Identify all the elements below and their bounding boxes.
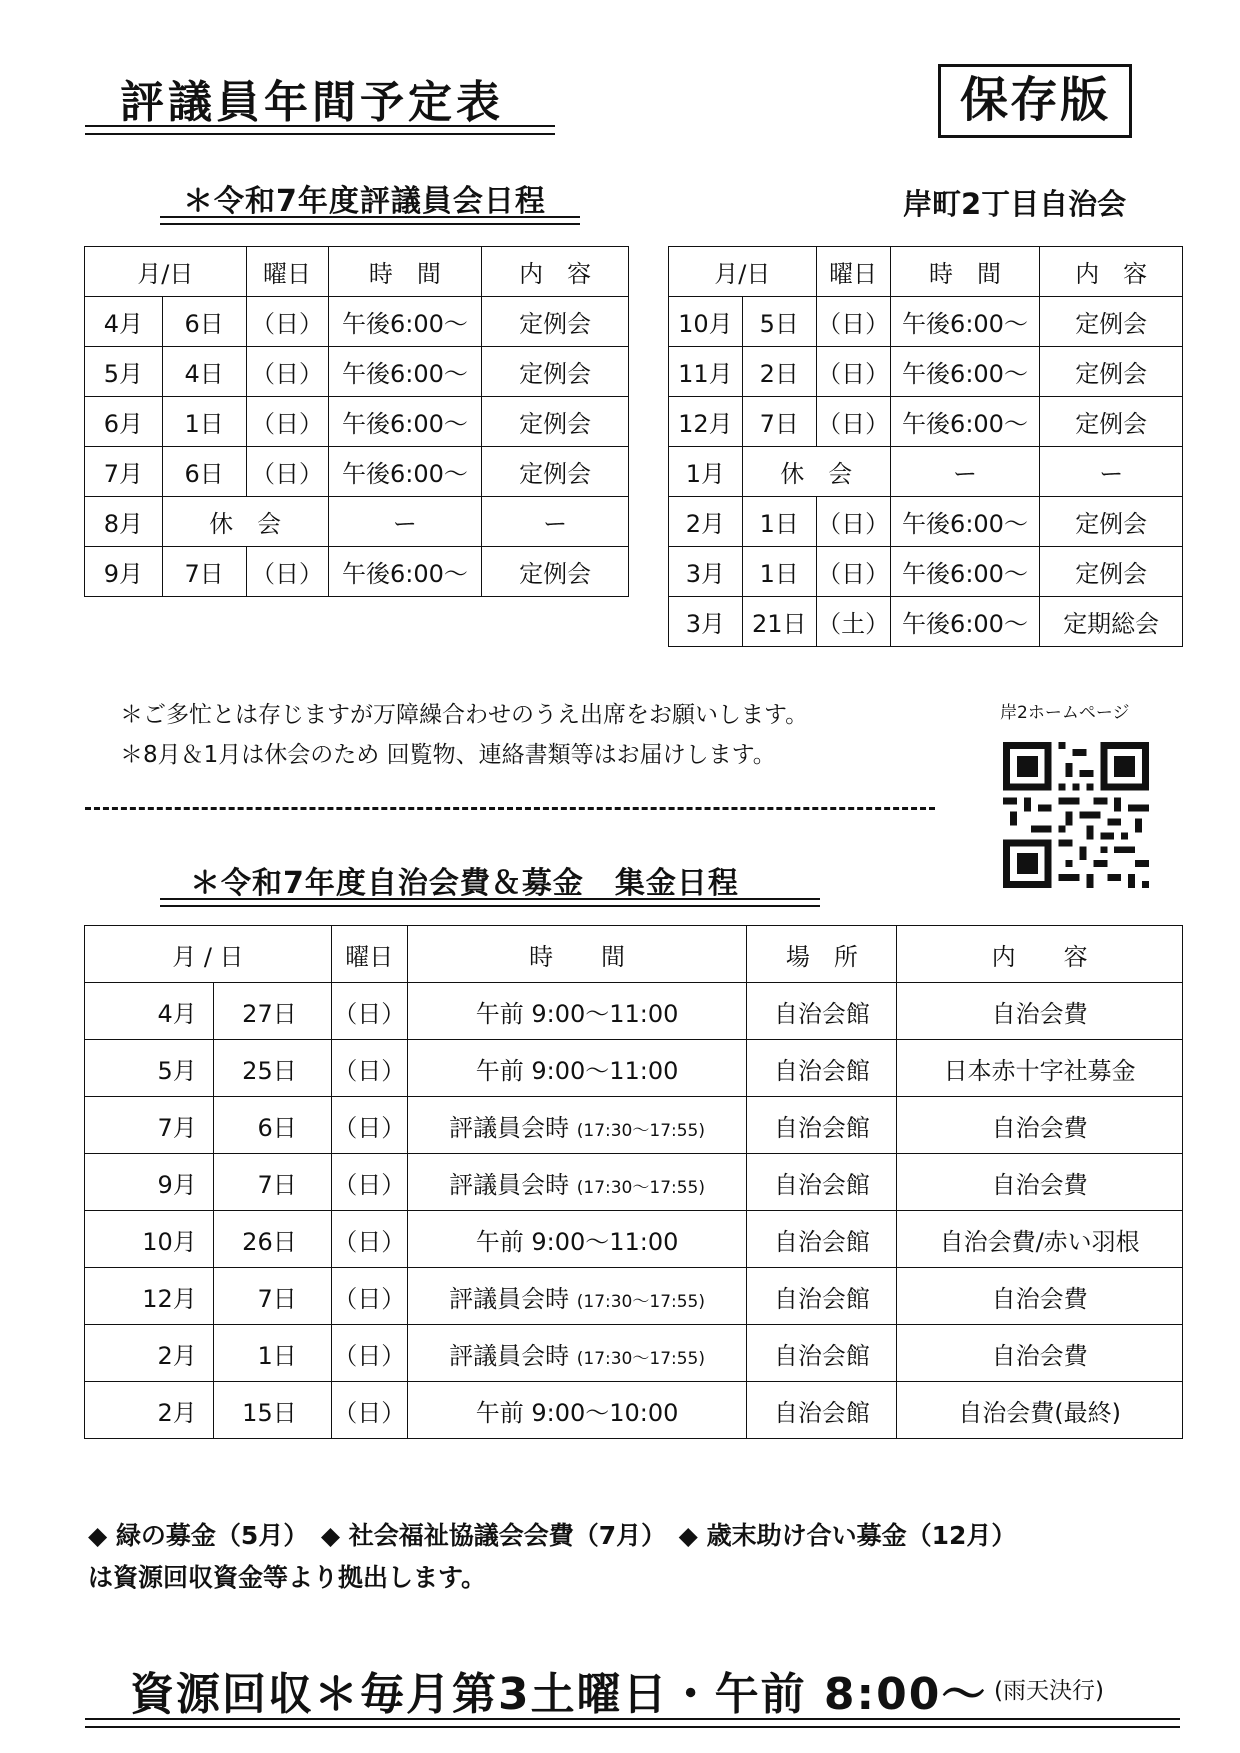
weekday: （日） <box>816 497 890 547</box>
place: 自治会館 <box>747 983 897 1040</box>
time-cell <box>407 1268 747 1325</box>
header-content: 内 容 <box>897 926 1183 983</box>
time: 午後6:00～ <box>890 347 1040 397</box>
time: 評議員会時 <box>449 1341 570 1370</box>
day: 6日 <box>162 447 246 497</box>
day: 5日 <box>742 297 816 347</box>
table-row <box>85 1040 1183 1097</box>
day: 27日 <box>213 983 331 1040</box>
weekday: （日） <box>816 397 890 447</box>
bottom-underline <box>85 1718 1180 1728</box>
table-row <box>85 983 1183 1040</box>
month: 2月 <box>85 1382 214 1439</box>
content: 自治会費 <box>897 1154 1183 1211</box>
weekday: （日） <box>816 347 890 397</box>
qr-label: 岸2ホームページ <box>1000 703 1130 723</box>
content: 定例会 <box>482 397 629 447</box>
time: 午後6:00～ <box>328 297 482 347</box>
organization-name: 岸町2丁目自治会 <box>903 187 1127 221</box>
month: 7月 <box>85 447 163 497</box>
day: 1日 <box>742 497 816 547</box>
table-row <box>669 547 1183 597</box>
table-row <box>85 1097 1183 1154</box>
content: 定例会 <box>1040 297 1183 347</box>
table-row <box>85 397 629 447</box>
month: 4月 <box>85 983 214 1040</box>
time-note: (17:30～17:55) <box>576 1120 705 1141</box>
place: 自治会館 <box>747 1097 897 1154</box>
day: 7日 <box>213 1154 331 1211</box>
month: 7月 <box>85 1097 214 1154</box>
time: 午後6:00～ <box>328 547 482 597</box>
table-header <box>85 247 629 297</box>
time-cell <box>407 1325 747 1382</box>
content: 日本赤十字社募金 <box>897 1040 1183 1097</box>
month: 8月 <box>85 497 163 547</box>
table-row <box>85 547 629 597</box>
header-date: 月/日 <box>669 247 817 297</box>
recess-label: 休 会 <box>162 497 328 547</box>
header-weekday: 曜日 <box>331 926 407 983</box>
month: 10月 <box>669 297 743 347</box>
time-note: (17:30～17:55) <box>576 1177 705 1198</box>
donation-footnote: ◆ 緑の募金（5月） ◆ 社会福祉協議会会費（7月） ◆ 歳末助け合い募金（12月） <box>88 1521 1017 1550</box>
time: 評議員会時 <box>449 1113 570 1142</box>
month: 2月 <box>669 497 743 547</box>
recess-label: 休 会 <box>742 447 890 497</box>
weekday: （日） <box>331 1097 407 1154</box>
weekday: （日） <box>246 397 328 447</box>
time: 評議員会時 <box>449 1170 570 1199</box>
content: 定例会 <box>1040 497 1183 547</box>
weekday: （日） <box>331 1268 407 1325</box>
month: 12月 <box>85 1268 214 1325</box>
council-schedule-underline <box>160 216 580 225</box>
content: 定例会 <box>482 347 629 397</box>
council-table-left <box>84 246 629 597</box>
weekday: （日） <box>246 297 328 347</box>
time: 午後6:00～ <box>328 397 482 447</box>
title-underline <box>85 125 555 135</box>
content: 自治会費 <box>897 1097 1183 1154</box>
month: 1月 <box>669 447 743 497</box>
day: 7日 <box>742 397 816 447</box>
day: 1日 <box>213 1325 331 1382</box>
time: 午前 9:00～11:00 <box>475 1056 679 1085</box>
place: 自治会館 <box>747 1154 897 1211</box>
time-cell <box>407 1097 747 1154</box>
time-cell <box>407 1040 747 1097</box>
rain-note: (雨天決行) <box>994 1678 1104 1704</box>
header-weekday: 曜日 <box>246 247 328 297</box>
day: 4日 <box>162 347 246 397</box>
day: 1日 <box>162 397 246 447</box>
time: 午後6:00～ <box>890 397 1040 447</box>
time: 午前 9:00～11:00 <box>475 999 679 1028</box>
time: 午前 9:00～11:00 <box>475 1227 679 1256</box>
table-row <box>85 1382 1183 1439</box>
day: 7日 <box>213 1268 331 1325</box>
day: 1日 <box>742 547 816 597</box>
weekday: （日） <box>331 983 407 1040</box>
keep-stamp: 保存版 <box>938 64 1132 138</box>
time: 午後6:00～ <box>890 297 1040 347</box>
content: ー <box>482 497 629 547</box>
header-place: 場 所 <box>747 926 897 983</box>
content: 定例会 <box>1040 347 1183 397</box>
content: 定例会 <box>482 447 629 497</box>
month: 12月 <box>669 397 743 447</box>
time-note: (17:30～17:55) <box>576 1291 705 1312</box>
collection-table <box>84 925 1183 1439</box>
month: 4月 <box>85 297 163 347</box>
content: 自治会費/赤い羽根 <box>897 1211 1183 1268</box>
day: 2日 <box>742 347 816 397</box>
collection-schedule-title: ＊令和7年度自治会費＆募金 集金日程 <box>190 866 739 901</box>
day: 6日 <box>213 1097 331 1154</box>
table-row <box>85 1154 1183 1211</box>
content: 自治会費 <box>897 983 1183 1040</box>
table-row <box>669 447 1183 497</box>
table-row <box>85 297 629 347</box>
day: 6日 <box>162 297 246 347</box>
table-row <box>85 1325 1183 1382</box>
time: ー <box>328 497 482 547</box>
month: 10月 <box>85 1211 214 1268</box>
content: 自治会費 <box>897 1268 1183 1325</box>
table-header <box>669 247 1183 297</box>
table-row <box>85 447 629 497</box>
recess-note: ＊8月＆1月は休会のため 回覧物、連絡書類等はお届けします。 <box>120 742 776 768</box>
header-time: 時 間 <box>890 247 1040 297</box>
recycling-schedule: 資源回収＊毎月第3土曜日・午前 8:00～ <box>130 1669 988 1720</box>
time: 評議員会時 <box>449 1284 570 1313</box>
month: 6月 <box>85 397 163 447</box>
donation-footnote-cont: は資源回収資金等より拠出します。 <box>88 1563 487 1592</box>
content: ー <box>1040 447 1183 497</box>
place: 自治会館 <box>747 1382 897 1439</box>
time: 午前 9:00～10:00 <box>475 1398 679 1427</box>
day: 15日 <box>213 1382 331 1439</box>
weekday: （日） <box>246 347 328 397</box>
table-row <box>669 497 1183 547</box>
month: 2月 <box>85 1325 214 1382</box>
weekday: （日） <box>246 447 328 497</box>
attendance-note: ＊ご多忙とは存じますが万障繰合わせのうえ出席をお願いします。 <box>120 702 809 728</box>
weekday: （日） <box>246 547 328 597</box>
table-row <box>85 497 629 547</box>
month: 3月 <box>669 547 743 597</box>
month: 11月 <box>669 347 743 397</box>
table-row <box>669 597 1183 647</box>
day: 25日 <box>213 1040 331 1097</box>
content: 定期総会 <box>1040 597 1183 647</box>
table-row <box>85 1268 1183 1325</box>
time-cell <box>407 1382 747 1439</box>
month: 5月 <box>85 347 163 397</box>
table-row <box>669 397 1183 447</box>
header-date: 月/日 <box>85 247 247 297</box>
table-row <box>669 297 1183 347</box>
page-title: 評議員年間予定表 <box>120 77 504 128</box>
day: 21日 <box>742 597 816 647</box>
collection-schedule-underline <box>160 898 820 907</box>
time: 午後6:00～ <box>328 447 482 497</box>
time-note: (17:30～17:55) <box>576 1348 705 1369</box>
day: 7日 <box>162 547 246 597</box>
table-row <box>85 1211 1183 1268</box>
header-content: 内 容 <box>1040 247 1183 297</box>
time: ー <box>890 447 1040 497</box>
header-time: 時 間 <box>407 926 747 983</box>
place: 自治会館 <box>747 1325 897 1382</box>
time: 午後6:00～ <box>890 497 1040 547</box>
weekday: （日） <box>331 1154 407 1211</box>
weekday: （日） <box>331 1040 407 1097</box>
council-table-right <box>668 246 1183 647</box>
month: 9月 <box>85 1154 214 1211</box>
council-schedule-title: ＊令和7年度評議員会日程 <box>183 184 546 219</box>
place: 自治会館 <box>747 1268 897 1325</box>
weekday: （日） <box>331 1382 407 1439</box>
time-cell <box>407 1211 747 1268</box>
content: 定例会 <box>1040 397 1183 447</box>
time-cell <box>407 1154 747 1211</box>
header-date: 月 / 日 <box>85 926 332 983</box>
time-cell <box>407 983 747 1040</box>
place: 自治会館 <box>747 1211 897 1268</box>
content: 自治会費 <box>897 1325 1183 1382</box>
weekday: （日） <box>816 297 890 347</box>
month: 3月 <box>669 597 743 647</box>
section-divider <box>85 807 935 810</box>
content: 定例会 <box>1040 547 1183 597</box>
header-content: 内 容 <box>482 247 629 297</box>
qr-code-icon[interactable] <box>1003 742 1149 888</box>
place: 自治会館 <box>747 1040 897 1097</box>
time: 午後6:00～ <box>890 597 1040 647</box>
content: 定例会 <box>482 297 629 347</box>
weekday: （日） <box>331 1211 407 1268</box>
header-weekday: 曜日 <box>816 247 890 297</box>
table-row <box>85 347 629 397</box>
time: 午後6:00～ <box>890 547 1040 597</box>
weekday: （土） <box>816 597 890 647</box>
month: 9月 <box>85 547 163 597</box>
content: 自治会費(最終) <box>897 1382 1183 1439</box>
header-time: 時 間 <box>328 247 482 297</box>
weekday: （日） <box>816 547 890 597</box>
time: 午後6:00～ <box>328 347 482 397</box>
month: 5月 <box>85 1040 214 1097</box>
weekday: （日） <box>331 1325 407 1382</box>
table-header <box>85 926 1183 983</box>
content: 定例会 <box>482 547 629 597</box>
table-row <box>669 347 1183 397</box>
day: 26日 <box>213 1211 331 1268</box>
